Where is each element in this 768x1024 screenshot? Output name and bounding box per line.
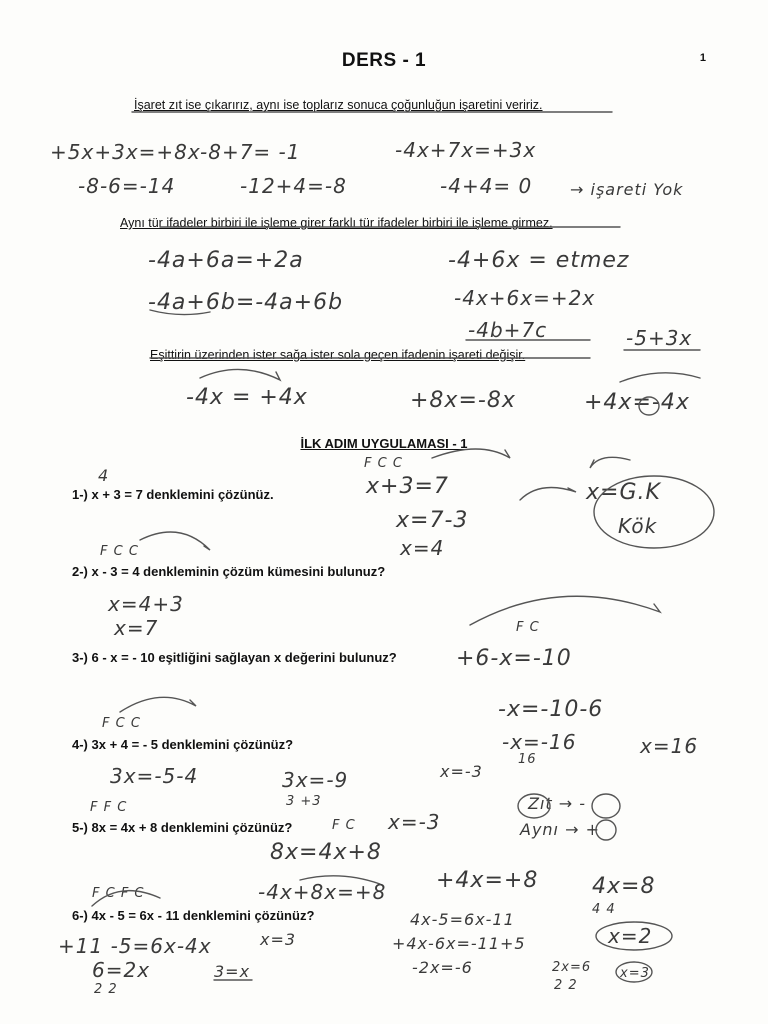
hw-note: Aynı → + bbox=[520, 820, 600, 839]
hw-note: x=-3 bbox=[388, 810, 441, 834]
hw-note: F C bbox=[516, 620, 540, 635]
page-number: 1 bbox=[699, 52, 706, 64]
hw-note: 4x-5=6x-11 bbox=[410, 910, 515, 929]
hw-note: 6=2x bbox=[92, 958, 151, 982]
hw-note: -4+6x = etmez bbox=[448, 248, 630, 273]
hw-note: -5+3x bbox=[626, 326, 693, 350]
hw-note: -4+4= 0 bbox=[440, 174, 533, 198]
hw-note: -8+7= -1 bbox=[200, 140, 301, 164]
hw-note: +6-x=-10 bbox=[456, 646, 572, 671]
hw-note: 8x=4x+8 bbox=[270, 840, 382, 865]
hw-note: +8x=-8x bbox=[410, 388, 516, 413]
hw-note: -4a+6a=+2a bbox=[148, 248, 304, 273]
hw-note: 2 2 bbox=[554, 978, 578, 993]
hw-note: → işareti Yok bbox=[570, 180, 684, 199]
hw-note: -12+4=-8 bbox=[240, 174, 347, 198]
hw-note: 4 bbox=[98, 466, 110, 485]
hw-note: F C C bbox=[100, 544, 139, 559]
rule-equals: Eşittirin üzerinden ister sağa ister sola geçen ifadenin işareti değişir. bbox=[150, 348, 526, 362]
hw-note: -8-6=-14 bbox=[78, 174, 176, 198]
hw-note: x=3 bbox=[260, 930, 297, 949]
hw-note: +11 -5=6x-4x bbox=[58, 934, 212, 958]
hw-note: 3x=-5-4 bbox=[110, 764, 199, 788]
question-1: 1-) x + 3 = 7 denklemini çözünüz. bbox=[72, 487, 274, 502]
hw-note: F F C bbox=[90, 800, 128, 815]
arc-arrow bbox=[470, 596, 660, 625]
hw-note: x=4 bbox=[400, 536, 445, 560]
hw-note: -4a+6b=-4a+6b bbox=[148, 290, 344, 315]
question-4: 4-) 3x + 4 = - 5 denklemini çözünüz? bbox=[72, 737, 294, 752]
arc-arrow bbox=[140, 532, 210, 550]
hw-note: -4x = +4x bbox=[186, 385, 308, 410]
question-2: 2-) x - 3 = 4 denkleminin çözüm kümesini bulunuz? bbox=[72, 564, 386, 579]
hw-note: x=G.K bbox=[586, 480, 661, 505]
hw-note: Kök bbox=[618, 514, 658, 538]
hw-note: 3x=-9 bbox=[282, 768, 349, 792]
hw-note: Zıt → - bbox=[528, 794, 587, 813]
arc-arrow bbox=[200, 369, 280, 380]
section-title: İLK ADIM UYGULAMASI - 1 bbox=[300, 436, 468, 451]
hw-note: x=7 bbox=[114, 616, 159, 640]
hw-note: -4b+7c bbox=[468, 318, 548, 342]
page-title: DERS - 1 bbox=[341, 50, 427, 71]
hw-note: 3=x bbox=[214, 962, 251, 981]
arrow-mark bbox=[520, 488, 576, 501]
hw-note: F C F C bbox=[92, 886, 145, 901]
hw-note: -4x+7x=+3x bbox=[395, 138, 537, 162]
hw-note: -4x+6x=+2x bbox=[454, 286, 596, 310]
hw-note: x=16 bbox=[640, 734, 699, 758]
question-6: 6-) 4x - 5 = 6x - 11 denklemini çözünüz? bbox=[72, 908, 315, 923]
hw-note: -x=-10-6 bbox=[498, 697, 604, 722]
hw-note: 3 +3 bbox=[286, 794, 322, 809]
hw-note: x=3 bbox=[620, 966, 650, 981]
hw-note: F C C bbox=[102, 716, 141, 731]
hw-note: 4 4 bbox=[592, 902, 616, 917]
hw-note: 2 2 bbox=[94, 982, 118, 997]
circle-mark bbox=[592, 794, 620, 818]
hw-note: F C bbox=[332, 818, 356, 833]
hw-note: x=2 bbox=[608, 924, 653, 948]
hw-note: +4x=+8 bbox=[436, 868, 539, 893]
arc-arrow bbox=[590, 457, 630, 468]
hw-note: +5x+3x=+8x bbox=[50, 140, 201, 164]
arc-arrow bbox=[120, 697, 196, 712]
hw-note: +4x=-4x bbox=[584, 390, 690, 415]
hw-note: 16 bbox=[518, 752, 537, 767]
rule-sign: İşaret zıt ise çıkarırız, aynı ise toplarız sonuca çoğunluğun işaretini veririz. bbox=[134, 98, 543, 112]
hw-note: +4x-6x=-11+5 bbox=[392, 934, 526, 953]
rule-like-terms: Aynı tür ifadeler birbiri ile işleme girer farklı tür ifadeler birbiri ile işleme girmez. bbox=[120, 216, 553, 230]
hw-note: 2x=6 bbox=[552, 960, 592, 975]
hw-note: -x=-16 bbox=[502, 730, 577, 754]
hw-note: -4x+8x=+8 bbox=[258, 880, 387, 904]
hw-note: 4x=8 bbox=[592, 874, 656, 899]
hw-note: x=-3 bbox=[440, 762, 483, 781]
question-3: 3-) 6 - x = - 10 eşitliğini sağlayan x değerini bulunuz? bbox=[72, 650, 397, 665]
hw-note: -2x=-6 bbox=[412, 958, 473, 977]
hw-note: x=7-3 bbox=[396, 508, 469, 533]
question-5: 5-) 8x = 4x + 8 denklemini çözünüz? bbox=[72, 820, 293, 835]
hw-note: x=4+3 bbox=[108, 592, 184, 616]
arc-arrow bbox=[620, 373, 700, 382]
hw-note: x+3=7 bbox=[366, 474, 449, 499]
hw-note: F C C bbox=[364, 456, 403, 471]
